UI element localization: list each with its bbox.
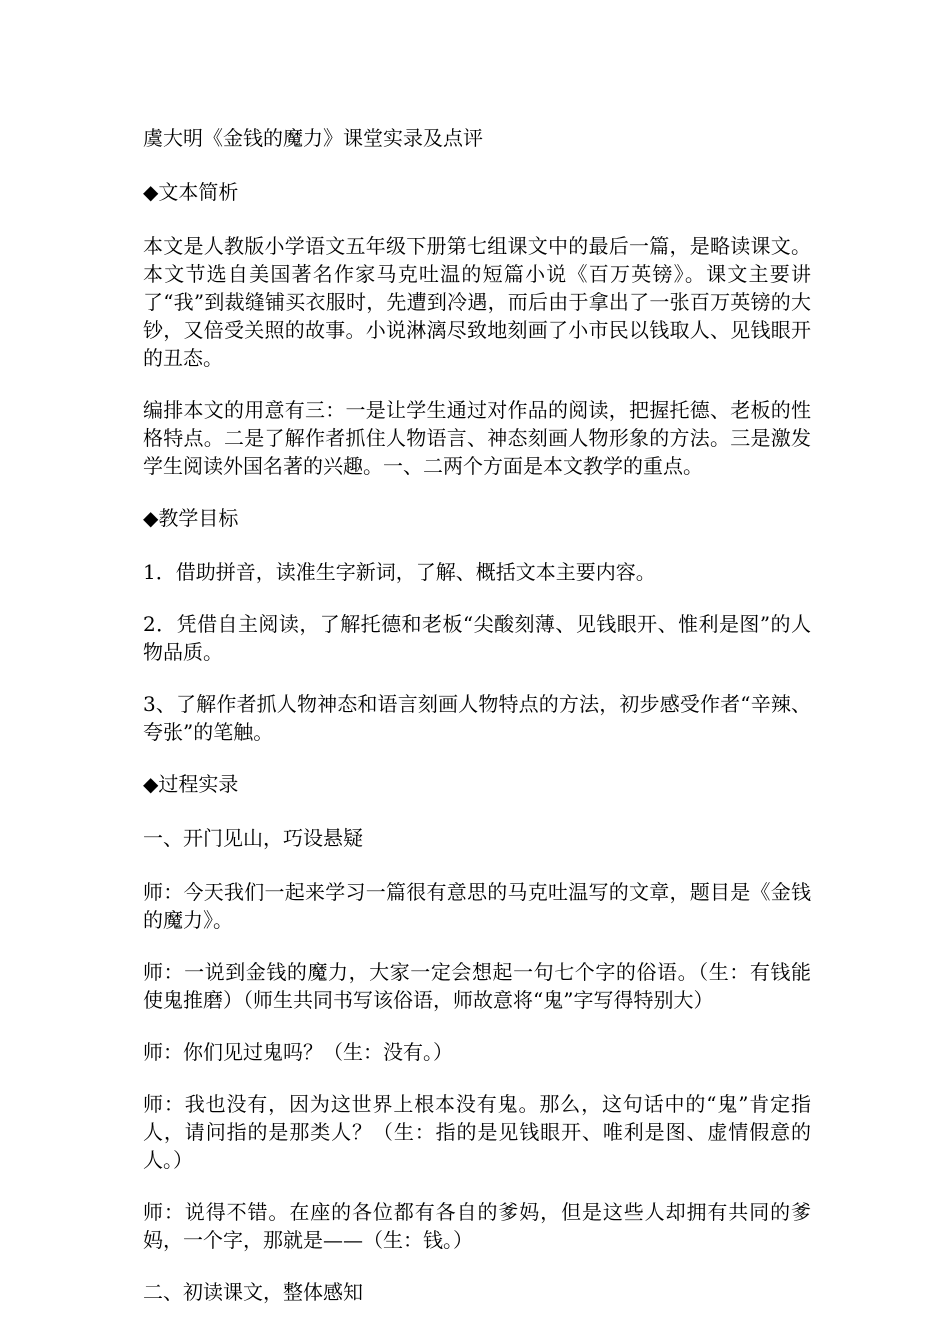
paragraph-analysis-2: 编排本文的用意有三：一是让学生通过对作品的阅读，把握托德、老板的性格特点。二是了解作者抓住人物语言、神态刻画人物形象的方法。三是激发学生阅读外国名著的兴趣。一、二两个方面是本文教学的重点。: [143, 398, 811, 478]
section-heading-process: ◆过程实录: [143, 772, 239, 796]
paragraph-analysis-1: 本文是人教版小学语文五年级下册第七组课文中的最后一篇，是略读课文。本文节选自美国著名作家马克吐温的短篇小说《百万英镑》。课文主要讲了“我”到裁缝铺买衣服时，先遭到冷遇，而后由于拿出了一张百万英镑的大钞，又倍受关照的故事。小说淋漓尽致地刻画了小市民以钱取人、见钱眼开的丑态。: [143, 234, 811, 370]
part-heading-1: 一、开门见山，巧设悬疑: [143, 826, 363, 850]
dialogue-line-4: 师：我也没有，因为这世界上根本没有鬼。那么，这句话中的“鬼”肯定指人，请问指的是那类人？（生：指的是见钱眼开、唯利是图、虚情假意的人。）: [143, 1092, 811, 1172]
dialogue-line-5: 师：说得不错。在座的各位都有各自的爹妈，但是这些人却拥有共同的爹妈，一个字，那就是——（生：钱。）: [143, 1200, 811, 1252]
goal-item-2: 2．凭借自主阅读，了解托德和老板“尖酸刻薄、见钱眼开、惟利是图”的人物品质。: [143, 612, 811, 664]
document-title: 虞大明《金钱的魔力》课堂实录及点评: [143, 126, 483, 150]
dialogue-line-2: 师：一说到金钱的魔力，大家一定会想起一句七个字的俗语。（生：有钱能使鬼推磨）（师生共同书写该俗语，师故意将“鬼”字写得特别大）: [143, 960, 811, 1012]
dialogue-line-1: 师：今天我们一起来学习一篇很有意思的马克吐温写的文章，题目是《金钱的魔力》。: [143, 880, 811, 932]
part-heading-2: 二、初读课文，整体感知: [143, 1280, 363, 1304]
goal-item-1: 1．借助拼音，读准生字新词，了解、概括文本主要内容。: [143, 560, 656, 584]
section-heading-text-analysis: ◆文本简析: [143, 180, 239, 204]
section-heading-goals: ◆教学目标: [143, 506, 239, 530]
dialogue-line-3: 师：你们见过鬼吗？（生：没有。）: [143, 1040, 453, 1064]
document-page: [143, 124, 811, 1332]
goal-item-3: 3、了解作者抓人物神态和语言刻画人物特点的方法，初步感受作者“辛辣、夸张”的笔触。: [143, 692, 811, 744]
